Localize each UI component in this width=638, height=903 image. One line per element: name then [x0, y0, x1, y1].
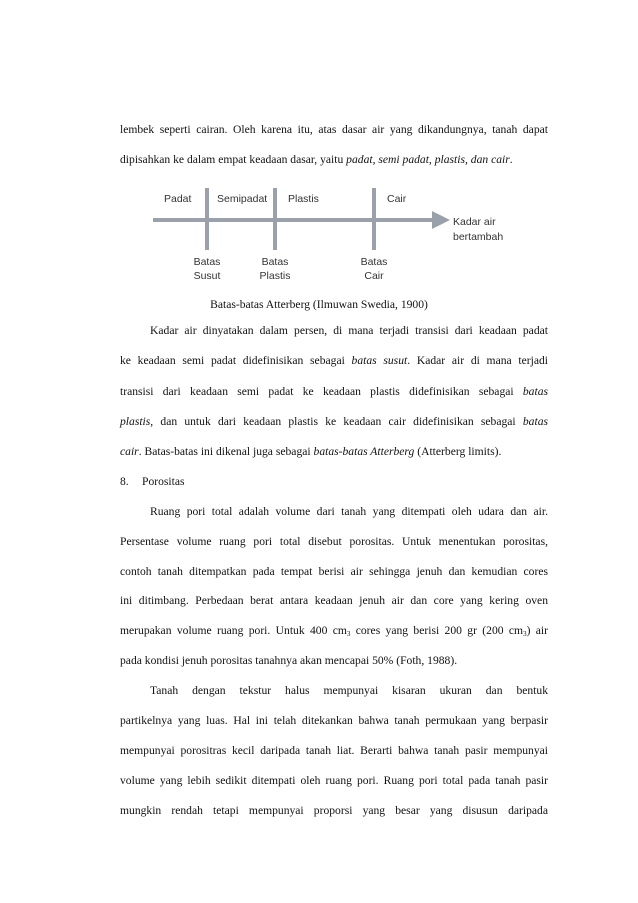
text-span: pada kondisi jenuh porositas tanahnya akan mencapai 50% (Foth, 1988). [120, 654, 458, 667]
text-line [120, 744, 548, 758]
text-span: lembek seperti cairan. Oleh karena itu, atas dasar air yang dikandungnya, tanah dapat [120, 123, 548, 136]
limit-label-susut: Batas [193, 256, 221, 268]
text-line [120, 774, 548, 788]
text-line [120, 804, 548, 818]
text-line [120, 684, 548, 698]
text-line [120, 505, 548, 519]
text-span: . Kadar air di mana terjadi [407, 354, 548, 367]
text-line [120, 624, 548, 639]
limit-label-plastis: Plastis [259, 270, 291, 282]
text-span: mempunyai porositras kecil daripada tanah liat. Berarti bahwa tanah pasir mempunyai [120, 744, 548, 757]
section-number: 8. [120, 475, 129, 488]
italic-text: batas [522, 415, 548, 428]
text-span: cores yang berisi 200 gr (200 cm [350, 624, 524, 637]
italic-text: batas susut [351, 354, 408, 367]
text-span: volume yang lebih sedikit ditempati oleh ruang pori. Ruang pori total pada tanah pasir [120, 774, 548, 787]
limit-label-cair: Batas [360, 256, 388, 268]
atterberg-limits-diagram [150, 180, 530, 290]
section-title: Porositas [142, 475, 185, 488]
section-heading [120, 475, 185, 488]
text-line [120, 385, 548, 399]
state-label-semipadat: Semipadat [217, 193, 268, 205]
text-span: Persentase volume ruang pori total disebut porositas. Untuk menentukan porositas, [120, 535, 548, 548]
text-line [120, 123, 548, 137]
text-span: . Batas-batas ini dikenal juga sebagai [138, 445, 314, 458]
text-span: . [509, 153, 513, 166]
figure-caption: Batas-batas Atterberg (Ilmuwan Swedia, 1900) [210, 298, 428, 311]
text-span: partikelnya yang luas. Hal ini telah ditekankan bahwa tanah permukaan yang berpasir [120, 714, 548, 727]
text-line [120, 153, 548, 167]
text-span: Tanah dengan tekstur halus mempunyai kisaran ukuran dan bentuk [150, 684, 548, 697]
text-line [120, 565, 548, 579]
italic-text: plastis [120, 415, 151, 428]
italic-text: cair [120, 445, 139, 458]
text-span: transisi dari keadaan semi padat ke keadaan plastis didefinisikan sebagai [120, 385, 523, 398]
text-line [120, 354, 548, 368]
limit-label-cair: Cair [364, 270, 384, 282]
text-span: ) air [526, 624, 548, 637]
subscript: 3 [523, 630, 527, 638]
text-span: dipisahkan ke dalam empat keadaan dasar, yaitu [120, 153, 347, 166]
text-span: Kadar air dinyatakan dalam persen, di mana terjadi transisi dari keadaan padat [150, 324, 548, 337]
arrow-label: Kadar air [453, 216, 496, 228]
text-span: ke keadaan semi padat didefinisikan sebagai [120, 354, 352, 367]
text-span: contoh tanah ditempatkan pada tempat berisi air sehingga jenuh dan kemudian cores [120, 565, 548, 578]
arrow-head-icon [432, 211, 450, 229]
text-line [120, 535, 548, 549]
text-span: Ruang pori total adalah volume dari tanah yang ditempati oleh udara dan air. [150, 505, 548, 518]
text-span: (Atterberg limits). [414, 445, 502, 458]
limit-label-plastis: Batas [261, 256, 289, 268]
text-line [120, 324, 548, 338]
text-line [120, 594, 548, 608]
arrow-label: bertambah [453, 231, 504, 243]
text-span: merupakan volume ruang pori. Untuk 400 cm [120, 624, 347, 637]
limit-label-susut: Susut [193, 270, 221, 282]
text-line [120, 714, 548, 728]
italic-text: batas [522, 385, 548, 398]
text-span: ini ditimbang. Perbedaan berat antara keadaan jenuh air dan core yang kering oven [120, 594, 548, 607]
text-span: mungkin rendah tetapi mempunyai proporsi yang besar yang disusun daripada [120, 804, 548, 817]
text-span: , dan untuk dari keadaan plastis ke keadaan cair didefinisikan sebagai [150, 415, 523, 428]
italic-text: padat, semi padat, plastis, dan cair [346, 153, 510, 166]
text-line [120, 415, 548, 429]
subscript: 3 [346, 630, 351, 638]
text-line [120, 445, 548, 459]
state-label-plastis: Plastis [288, 193, 319, 205]
state-label-padat: Padat [164, 193, 192, 205]
state-label-cair: Cair [387, 193, 407, 205]
italic-text: batas-batas Atterberg [313, 445, 415, 458]
text-line [120, 654, 548, 668]
